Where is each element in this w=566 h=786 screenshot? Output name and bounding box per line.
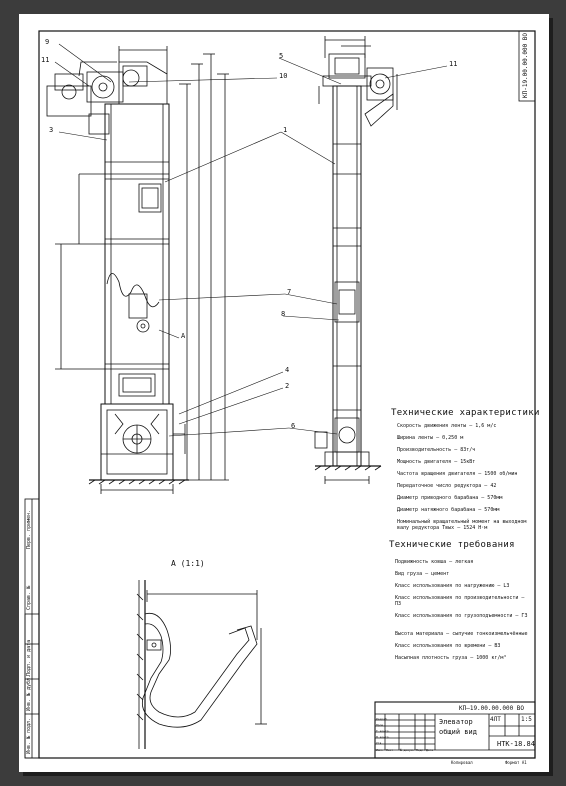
stamp-label: № докум. <box>400 748 415 752</box>
char-item: Мощность двигателя – 15кВт <box>397 459 476 465</box>
char-item: Номинальный вращательный момент на выходном валу редуктора Твых – 1524 Н·м <box>397 519 527 531</box>
char-item: Передаточное число редуктора – 42 <box>397 483 497 489</box>
callout-3: 3 <box>49 126 54 134</box>
side-label: Подп. и дата <box>26 639 32 676</box>
callout-10: 10 <box>279 72 288 80</box>
char-item: Частота вращения двигателя – 1500 об/мин <box>397 471 518 477</box>
code-top: КП-19.00.00.000 ВО <box>522 32 529 98</box>
side-view <box>315 36 397 484</box>
callout-8: 8 <box>281 310 286 318</box>
callout-7: 7 <box>287 288 292 296</box>
side-label: Инв. № подл. <box>26 717 32 754</box>
callout-2: 2 <box>285 382 290 390</box>
char-item: Скорость движения ленты – 1,6 м/с <box>397 423 497 429</box>
stamp-code: КП–19.00.00.000 ВО <box>459 705 525 712</box>
stamp-lit: 4ЛТ <box>490 716 501 723</box>
callout-11: 11 <box>449 60 458 68</box>
stamp-label: Дата <box>426 748 434 752</box>
stamp-label: Подп. <box>416 748 426 752</box>
stamp-title-2: общий вид <box>439 728 477 736</box>
char-item: Ширина ленты – 0,250 м <box>397 435 464 441</box>
stamp-label: Лист <box>386 748 394 752</box>
req-item: Вид груза – цемент <box>395 571 450 577</box>
char-item: Диаметр натяжного барабана – 570мм <box>397 507 500 513</box>
req-item: Высота материала – сыпучие тонкоизмельчённые <box>395 631 528 637</box>
stamp-label: Т.контр. <box>376 729 391 733</box>
drawing-sheet[interactable] <box>19 14 549 772</box>
section-a-title: А (1:1) <box>171 559 205 568</box>
callout-6: 6 <box>291 422 296 430</box>
stamp-label: Утв. <box>376 741 384 745</box>
stamp-title-1: Элеватор <box>439 718 473 726</box>
callout-11a: 11 <box>41 56 50 64</box>
req-item: Класс использования по грузоподъемности – Г3 <box>395 613 528 619</box>
stamp-format: Формат А1 <box>505 760 527 765</box>
stamp-org: НТК-18.84 <box>497 740 535 748</box>
leader-lines <box>55 44 447 436</box>
stamp-label: Н.контр. <box>376 735 391 739</box>
stamp-copied: Копировал <box>451 760 473 765</box>
section-a-view <box>137 580 267 749</box>
requirements-title: Технические требования <box>389 540 515 550</box>
callout-5: 5 <box>279 52 284 60</box>
characteristics-title: Технические характеристики <box>391 408 540 418</box>
req-item: Подвижность ковша – легкая <box>395 559 474 565</box>
stamp-scale: 1:5 <box>521 716 532 723</box>
req-item: Класс использования по производительности – П3 <box>395 595 525 607</box>
callout-4: 4 <box>285 366 290 374</box>
char-item: Производительность – 83т/ч <box>397 447 476 453</box>
callout-9: 9 <box>45 38 50 46</box>
view-label-a: А <box>181 332 186 340</box>
stamp-label: Изм. <box>376 748 384 752</box>
stamp-label: Разраб. <box>376 717 389 721</box>
callout-1: 1 <box>283 126 288 134</box>
char-item: Диаметр приводного барабана – 570мм <box>397 495 503 501</box>
stamp-label: Пров. <box>376 723 386 727</box>
req-item: Насыпная плотность груза – 1000 кг/м³ <box>395 655 507 661</box>
front-view <box>47 46 229 494</box>
req-item: Класс использования по времени – В3 <box>395 643 501 649</box>
side-label: Справ. № <box>26 585 32 610</box>
req-item: Класс использования по нагружению – L3 <box>395 583 510 589</box>
side-label: Перв. примен. <box>26 509 32 549</box>
side-label: Инв. № дубл. <box>26 674 32 711</box>
